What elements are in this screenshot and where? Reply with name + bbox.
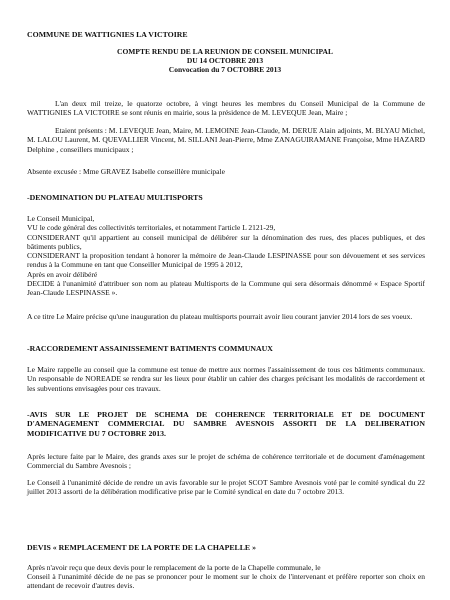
section-heading-devis: DEVIS « REMPLACEMENT DE LA PORTE DE LA CHAPELLE » <box>27 543 256 552</box>
section-body-scot-2: Le Conseil à l'unanimité décide de rendre un avis favorable sur le projet SCOT Sambre Avesnois voté par le comité syndical du 22 juillet 2013 assorti de la délibération modificative prise par le Comité syndical en date du 7 octobre 2013. <box>27 478 425 497</box>
section-body-scot-1: Après lecture faite par le Maire, des grands axes sur le projet de schéma de cohérence territoriale et de document d'aménagement Commercial du Sambre Avesnois ; <box>27 452 425 471</box>
section-body-devis-2: Conseil à l'unanimité décide de ne pas se prononcer pour le moment sur le choix de l'intervenant et préfère reporter son choix en attendant de recevoir d'autres devis. <box>27 572 425 591</box>
text-line: VU le code général des collectivités territoriales, et notamment l'article L 2121-29, <box>27 223 276 233</box>
text-line: CONSIDERANT qu'il appartient au conseil municipal de délibérer sur la dénomination des rues, des places publiques, et des bâtiments publics, <box>27 232 425 251</box>
text-line: Après en avoir délibéré <box>27 269 98 279</box>
report-title: COMPTE RENDU DE LA REUNION DE CONSEIL MUNICIPAL <box>117 47 333 56</box>
section-body-devis-1: Après n'avoir reçu que deux devis pour le remplacement de la porte de la Chapelle communale, le <box>27 563 321 572</box>
section-heading-scot: -AVIS SUR LE PROJET DE SCHEMA DE COHERENCE TERRITORIALE ET DE DOCUMENT D'AMENAGEMENT COMMERCIAL DU SAMBRE AVESNOIS ASSORTI DE LA DELIBERATION MODIFICATIVE DU 7 OCTOBRE 2013. <box>27 410 425 438</box>
section-body-assainissement: Le Maire rappelle au conseil que la commune est tenue de mettre aux normes l'assainissement de tous ces bâtiments communaux. Un responsable de NOREADE se rendra sur les lieux pour établir un cahier des charges précisant les modalités de raccordement et les subventions envisagées pour ces travaux. <box>27 365 425 393</box>
section-heading-plateau: -DENOMINATION DU PLATEAU MULTISPORTS <box>27 193 203 202</box>
section-heading-assainissement: -RACCORDEMENT ASSAINISSEMENT BATIMENTS COMMUNAUX <box>27 344 273 353</box>
convocation-date: Convocation du 7 OCTOBRE 2013 <box>168 65 282 74</box>
present-members: Etaient présents : M. LEVEQUE Jean, Maire, M. LEMOINE Jean-Claude, M. DERUE Alain adjoints, M. BLYAU Michel, M. LALOU Laurent, M. QUEVALLIER Vincent, M. SILLANI Jean-Pierre, Mme ZANAGUIRAMANE Françoise, Mme HAZARD Delphine , conseillers municipaux ; <box>27 126 425 154</box>
text-line: CONSIDERANT la proposition tendant à honorer la mémoire de Jean-Claude LESPINASSE pour son dévouement et ses services rendus à la Commune en tant que Conseiller Municipal de 1995 à 2012, <box>27 251 425 270</box>
absent-members: Absente excusée : Mme GRAVEZ Isabelle conseillère municipale <box>27 167 225 176</box>
inauguration-note: A ce titre Le Maire précise qu'une inauguration du plateau multisports pourrait avoir lieu courant janvier 2014 lors de ses voeux. <box>27 312 413 321</box>
text-line: DECIDE à l'unanimité d'attribuer son nom au plateau Multisports de la Commune qui sera désormais dénommé « Espace Sportif Jean-Claude LESPINASSE ». <box>27 279 425 298</box>
meeting-date: DU 14 OCTOBRE 2013 <box>186 56 264 65</box>
section-body-plateau <box>27 214 425 298</box>
text-line: Le Conseil Municipal, <box>27 214 95 223</box>
intro-paragraph: L'an deux mil treize, le quatorze octobre, à vingt heures les membres du Conseil Municipal de la Commune de WATTIGNIES LA VICTOIRE se sont réunis en mairie, sous la présidence de M. LEVEQUE Jean, Maire ; <box>27 99 425 118</box>
commune-name: COMMUNE DE WATTIGNIES LA VICTOIRE <box>27 30 188 39</box>
